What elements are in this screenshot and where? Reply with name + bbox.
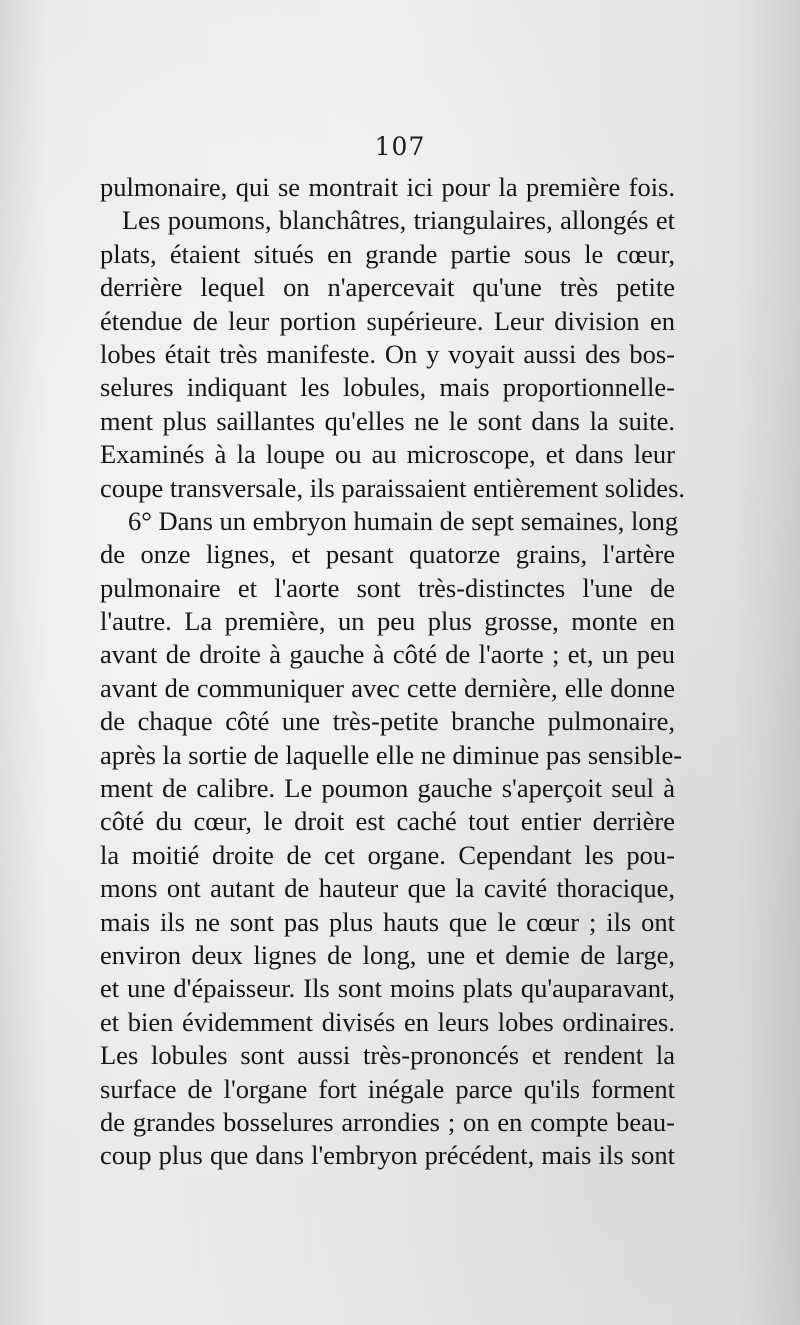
text-line: surface de l'organe fort inégale parce qu'ils forment	[100, 1073, 675, 1104]
body-text	[100, 171, 686, 1173]
text-line: ment de calibre. Le poumon gauche s'aperçoit seul à	[100, 773, 675, 804]
text-line: mais ils ne sont pas plus hauts que le cœur ; ils ont	[100, 906, 675, 937]
text-line: de chaque côté une très-petite branche pulmonaire,	[100, 706, 675, 737]
page-number: 107	[374, 132, 426, 161]
text-line: de onze lignes, et pesant quatorze grains, l'artère	[100, 539, 675, 570]
text-line: de grandes bosselures arrondies ; on en compte beau-	[100, 1106, 675, 1137]
text-line: la moitié droite de cet organe. Cependant les pou-	[100, 839, 675, 870]
text-line: coup plus que dans l'embryon précédent, mais ils sont	[100, 1140, 675, 1171]
text-line: derrière lequel on n'apercevait qu'une très petite	[100, 272, 675, 303]
text-line: avant de droite à gauche à côté de l'aorte ; et, un peu	[100, 639, 675, 670]
text-line: l'autre. La première, un peu plus grosse, monte en	[100, 606, 675, 637]
text-line: pulmonaire, qui se montrait ici pour la première fois.	[100, 172, 675, 202]
text-line: 6° Dans un embryon humain de sept semaines, long	[128, 505, 679, 536]
text-line: avant de communiquer avec cette dernière, elle donne	[100, 672, 675, 703]
text-line: coupe transversale, ils paraissaient entièrement solides.	[100, 472, 686, 503]
text-line: selures indiquant les lobules, mais proportionnelle-	[100, 372, 675, 403]
text-line: Les lobules sont aussi très-prononcés et rendent la	[100, 1040, 675, 1071]
text-line: ment plus saillantes qu'elles ne le sont dans la suite.	[100, 405, 675, 436]
text-line: étendue de leur portion supérieure. Leur division en	[100, 305, 675, 336]
text-line: après la sortie de laquelle elle ne diminue pas sensible-	[100, 739, 683, 770]
text-line: lobes était très manifeste. On y voyait aussi des bos-	[100, 338, 675, 369]
text-line: pulmonaire et l'aorte sont très-distinctes l'une de	[100, 572, 675, 603]
text-line: et une d'épaisseur. Ils sont moins plats qu'auparavant,	[100, 973, 675, 1004]
text-line: Les poumons, blanchâtres, triangulaires, allongés et	[122, 205, 675, 236]
text-line: Examinés à la loupe ou au microscope, et dans leur	[100, 439, 675, 470]
text-line: mons ont autant de hauteur que la cavité thoracique,	[100, 873, 675, 904]
text-line: environ deux lignes de long, une et demie de large,	[100, 939, 675, 970]
text-line: plats, étaient situés en grande partie sous le cœur,	[100, 238, 675, 269]
text-line: côté du cœur, le droit est caché tout entier derrière	[100, 806, 675, 837]
text-line: et bien évidemment divisés en leurs lobes ordinaires.	[100, 1006, 675, 1037]
